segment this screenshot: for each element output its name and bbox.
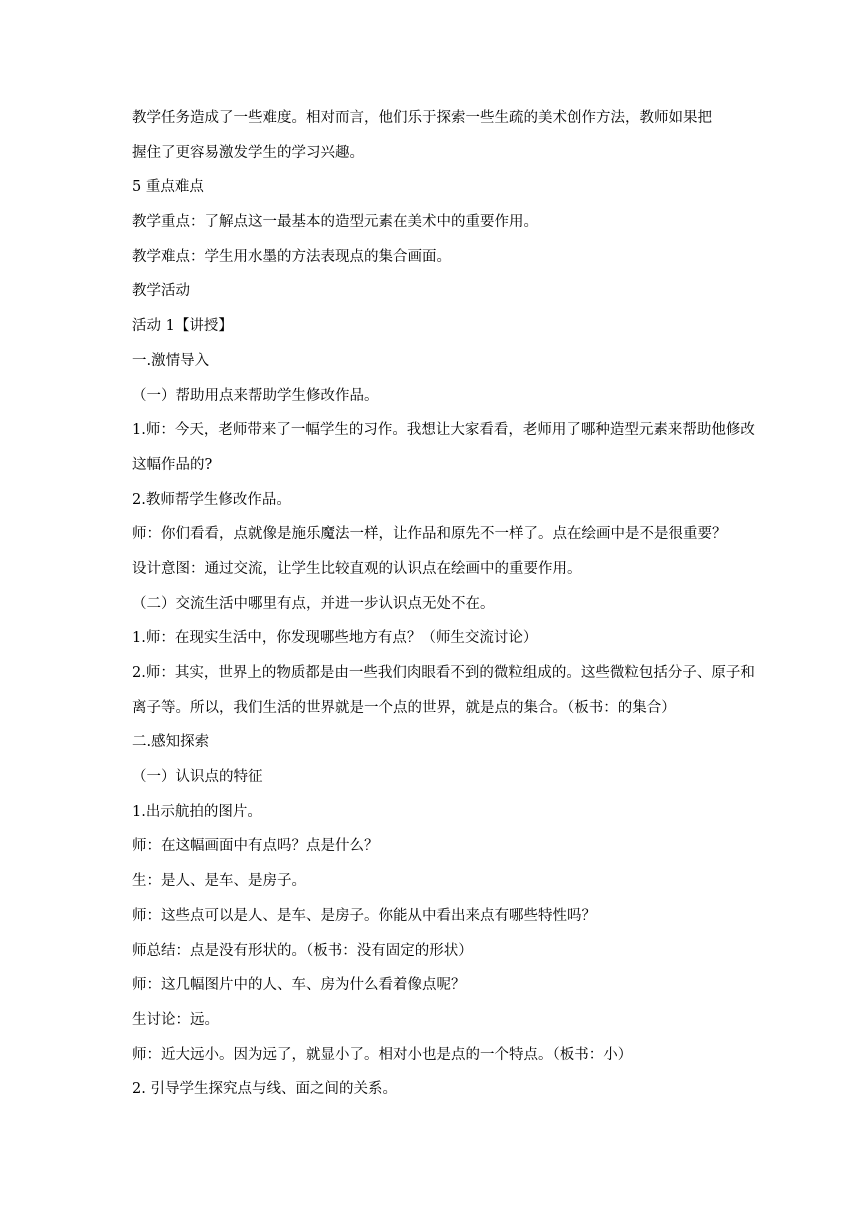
subsection-heading: （一）帮助用点来帮助学生修改作品。	[132, 387, 379, 404]
document-body	[132, 108, 782, 1114]
text-line: 1.师：今天，老师带来了一幅学生的习作。我想让大家看看，老师用了哪种造型元素来帮助他修改	[132, 422, 755, 439]
section-heading: 活动 1【讲授】	[132, 318, 233, 335]
text-line: 师总结：点是没有形状的。（板书：没有固定的形状）	[132, 942, 473, 959]
text-line: 1.师：在现实生活中，你发现哪些地方有点？（师生交流讨论）	[132, 630, 538, 647]
section-heading: 5 重点难点	[132, 179, 204, 196]
section-heading: 二.感知探索	[132, 734, 210, 751]
subsection-heading: （一）认识点的特征	[132, 769, 263, 786]
text-line: 教学重点：了解点这一最基本的造型元素在美术中的重要作用。	[132, 214, 538, 231]
text-line: 师：这些点可以是人、是车、是房子。你能从中看出来点有哪些特性吗？	[132, 907, 596, 924]
subsection-heading: （二）交流生活中哪里有点，并进一步认识点无处不在。	[132, 595, 495, 612]
text-line: 生讨论：远。	[132, 1011, 219, 1028]
text-line: 教学任务造成了一些难度。相对而言，他们乐于探索一些生疏的美术创作方法，教师如果把	[132, 110, 712, 126]
text-line: 设计意图：通过交流，让学生比较直观的认识点在绘画中的重要作用。	[132, 560, 582, 577]
text-line: 握住了更容易激发学生的学习兴趣。	[132, 144, 364, 161]
text-line: 师：近大远小。因为远了，就显小了。相对小也是点的一个特点。（板书：小）	[132, 1046, 633, 1063]
text-line: 离子等。所以，我们生活的世界就是一个点的世界，就是点的集合。（板书：的集合）	[132, 699, 676, 716]
section-heading: 一.激情导入	[132, 352, 210, 369]
text-line: 1.出示航拍的图片。	[132, 803, 262, 820]
text-line: 2.教师帮学生修改作品。	[132, 491, 291, 508]
section-heading: 教学活动	[132, 283, 190, 300]
text-line: 师：你们看看，点就像是施乐魔法一样，让作品和原先不一样了。点在绘画中是不是很重要？	[132, 526, 727, 543]
text-line: 师：在这幅画面中有点吗？点是什么？	[132, 838, 379, 855]
text-line: 师：这几幅图片中的人、车、房为什么看着像点呢？	[132, 977, 466, 994]
text-line: 2. 引导学生探究点与线、面之间的关系。	[132, 1081, 397, 1098]
text-line: 这幅作品的?	[132, 456, 213, 473]
text-line: 2.师：其实，世界上的物质都是由一些我们肉眼看不到的微粒组成的。这些微粒包括分子、原子和	[132, 665, 755, 681]
text-line: 生：是人、是车、是房子。	[132, 873, 306, 890]
text-line: 教学难点：学生用水墨的方法表现点的集合画面。	[132, 248, 451, 265]
